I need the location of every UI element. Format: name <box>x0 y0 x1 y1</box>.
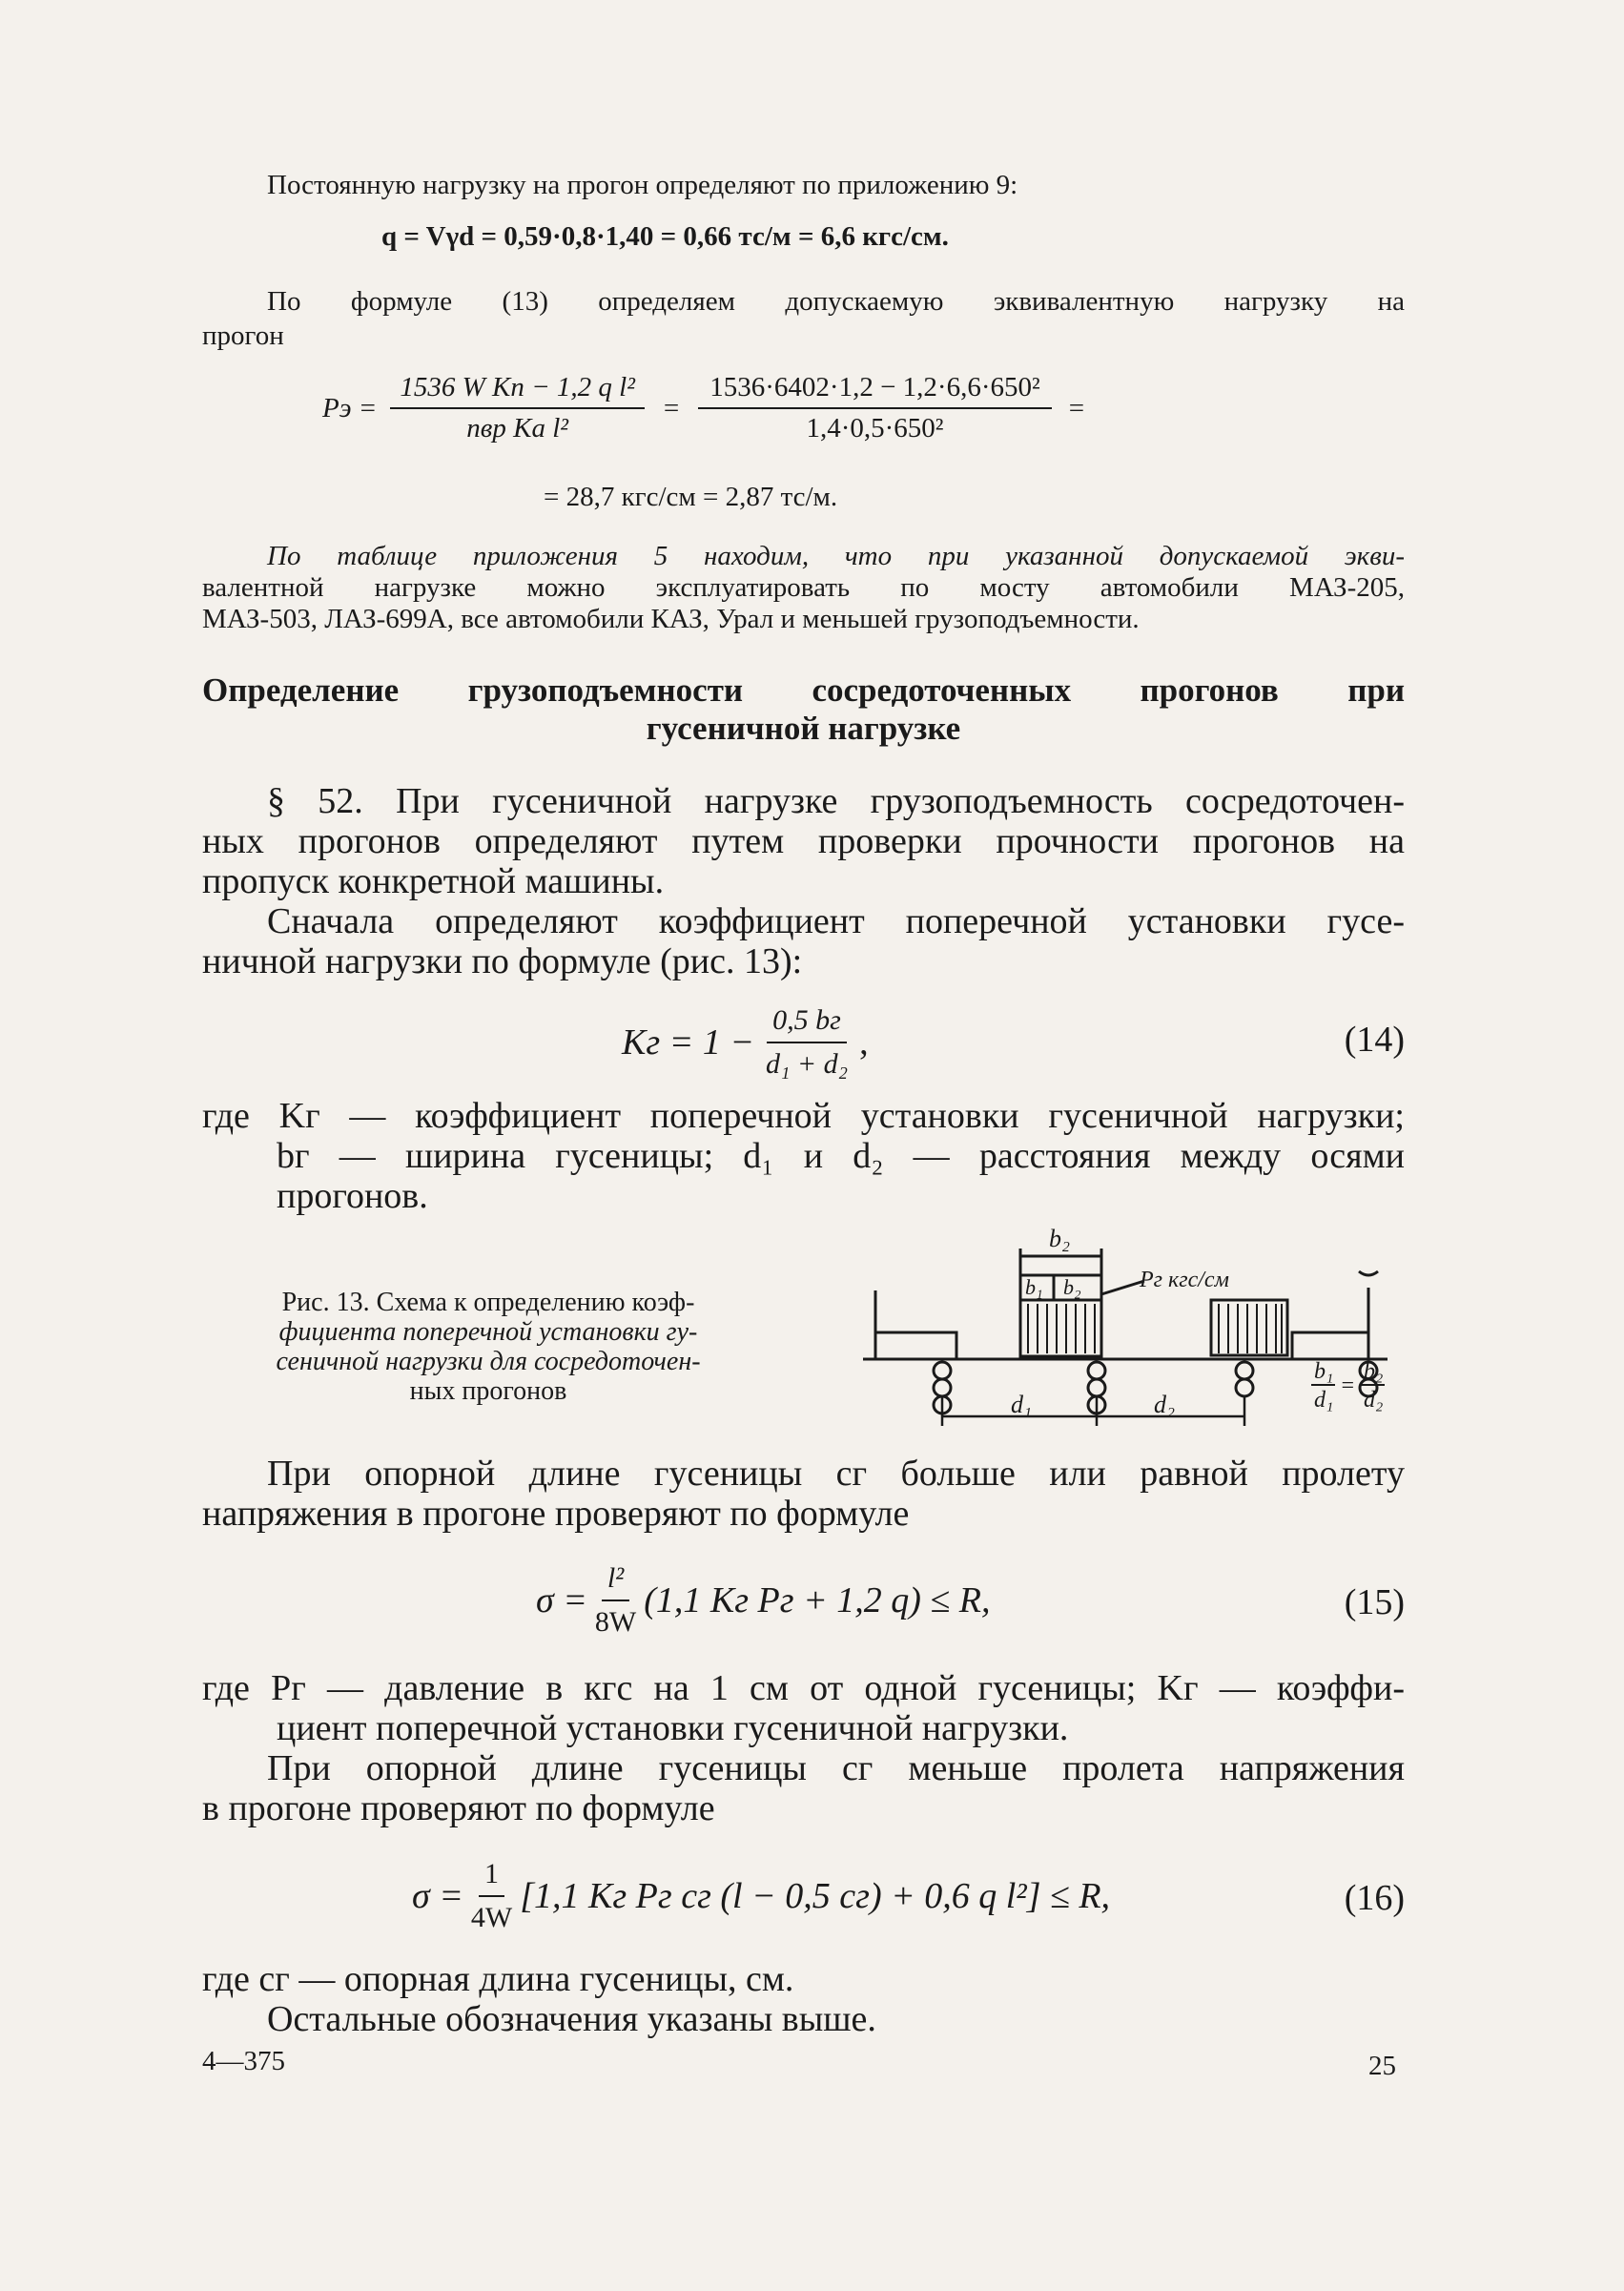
formula-15-den: 8W <box>594 1606 637 1638</box>
label-ratio-eq: = <box>1340 1373 1356 1398</box>
label-ratio-b1: b₁ <box>1314 1359 1334 1384</box>
label-ratio-d1: d₁ <box>1314 1388 1334 1413</box>
formula-14-frac <box>760 1001 853 1084</box>
para-15-line2: напряжения в прогоне проверяют по формуле <box>202 1494 910 1534</box>
figure-caption-line2: фициента поперечной установки гу- <box>278 1317 698 1347</box>
para-52-line3: пропуск конкретной машины. <box>202 861 665 901</box>
formula-16-number: (16) <box>1344 1878 1405 1918</box>
formula-q: q = Vγd = 0,59·0,8·1,40 = 0,66 тс/м = 6,6 кгс/см. <box>381 221 949 252</box>
formula-16-den: 4W <box>470 1902 513 1933</box>
para-table-line3: МАЗ-503, ЛАЗ-699А, все автомобили КАЗ, Урал и меньшей грузоподъемности. <box>202 604 1140 634</box>
formula-pe-lhs: Pэ = <box>322 392 378 423</box>
formula-pe-num1: 1536 W Kп − 1,2 q l² <box>390 372 645 409</box>
label-d1: d₁ <box>1011 1391 1033 1418</box>
formula-16-lhs: σ = <box>412 1876 463 1916</box>
where14-line2: bг — ширина гусеницы; d₁ и d₂ — расстояния между осями <box>277 1136 1405 1176</box>
right-kerb-block <box>1292 1332 1368 1359</box>
label-b2: b₂ <box>1063 1275 1081 1299</box>
label-ratio-b2: b₂ <box>1364 1359 1384 1384</box>
label-load: Pг кгс/см <box>1140 1268 1229 1292</box>
load-pointer <box>1101 1281 1144 1294</box>
formula-pe-result: = 28,7 кгс/см = 2,87 тс/м. <box>544 482 838 512</box>
section-heading-cont: гусеничной нагрузке <box>646 710 961 747</box>
figure-caption-line1: Рис. 13. Схема к определению коэф- <box>281 1288 695 1317</box>
section-heading: Определение грузоподъемности сосредоточенных прогонов при <box>202 671 1405 709</box>
page-number: 25 <box>1368 2051 1396 2081</box>
formula-15 <box>202 1559 1405 1655</box>
formula-pe <box>322 372 1084 444</box>
rest-note: Остальные обозначения указаны выше. <box>267 1999 876 2039</box>
where16: где cг — опорная длина гусеницы, см. <box>202 1959 794 1999</box>
figure-13-diagram <box>858 1226 1411 1445</box>
label-b1: b₁ <box>1025 1275 1043 1299</box>
formula-pe-frac2 <box>698 372 1051 444</box>
where14-line3: прогонов. <box>277 1176 428 1216</box>
formula-pe-den1: nвр Ka l² <box>466 413 568 444</box>
where15-line2: циент поперечной установки гусеничной нагрузки. <box>277 1708 1069 1748</box>
left-kerb-block <box>875 1332 956 1359</box>
formula-14-den: d₁ + d₂ <box>765 1048 849 1080</box>
figure-caption <box>202 1288 774 1406</box>
formula-14-lhs: Kг = 1 − <box>622 1022 754 1063</box>
figure-caption-line4: ных прогонов <box>409 1376 567 1406</box>
formula-pe-frac1 <box>390 372 645 444</box>
where15-line1: где Pг — давление в кгс на 1 см от одной гусеницы; Kг — коэффи- <box>202 1668 1405 1708</box>
formula-15-num: l² <box>602 1559 629 1601</box>
footer-signature: 4—375 <box>202 2046 285 2076</box>
label-ratio-d2: d₂ <box>1364 1388 1384 1413</box>
figure-caption-line3: сеничной нагрузки для сосредоточен- <box>276 1347 701 1376</box>
para-52-line2: ных прогонов определяют путем проверки прочности прогонов на <box>202 821 1405 861</box>
para-16-line2: в прогоне проверяют по формуле <box>202 1788 715 1828</box>
where14-line1: где Kг — коэффициент поперечной установки гусеничной нагрузки; <box>202 1096 1405 1136</box>
formula-15-frac <box>589 1559 642 1641</box>
formula-pe-den2: 1,4·0,5·650² <box>806 413 944 444</box>
para-load: Постоянную нагрузку на прогон определяют по приложению 9: <box>267 170 1018 200</box>
para-52-line1: § 52. При гусеничной нагрузке грузоподъемность сосредоточен- <box>267 781 1405 821</box>
formula-16-num: 1 <box>479 1855 504 1897</box>
formula-16-frac <box>465 1855 518 1937</box>
formula-14-num: 0,5 bг <box>767 1001 847 1043</box>
formula-16 <box>202 1855 1405 1950</box>
para-table-line1: По таблице приложения 5 находим, что при указанной допускаемой экви- <box>267 541 1405 571</box>
formula-pe-eq: = <box>663 392 680 423</box>
formula-15-number: (15) <box>1344 1582 1405 1622</box>
para-formula13: По формуле (13) определяем допускаемую эквивалентную нагрузку на <box>267 286 1405 317</box>
formula-15-lhs: σ = <box>536 1580 587 1620</box>
label-d2: d₂ <box>1154 1391 1176 1418</box>
formula-14 <box>202 1001 1405 1097</box>
para-table-line2: валентной нагрузке можно эксплуатировать по мосту автомобили МАЗ-205, <box>202 572 1405 603</box>
formula-pe-num2: 1536·6402·1,2 − 1,2·6,6·650² <box>698 372 1051 409</box>
para-15-line1: При опорной длине гусеницы cг больше или равной пролету <box>267 1454 1405 1494</box>
para-first-line1: Сначала определяют коэффициент поперечной установки гусе- <box>267 901 1405 941</box>
para-16-line1: При опорной длине гусеницы cг меньше пролета напряжения <box>267 1748 1405 1788</box>
formula-15-tail: (1,1 Kг Pг + 1,2 q) ≤ R, <box>644 1580 991 1620</box>
formula-14-tail: , <box>859 1022 869 1063</box>
formula-16-tail: [1,1 Kг Pг cг (l − 0,5 cг) + 0,6 q l²] ≤ R, <box>520 1876 1111 1916</box>
formula-14-number: (14) <box>1344 1020 1405 1060</box>
formula-pe-tail: = <box>1068 392 1085 423</box>
para-first-line2: ничной нагрузки по формуле (рис. 13): <box>202 941 803 981</box>
label-b2-top: b₂ <box>1049 1226 1071 1252</box>
para-formula13-cont: прогон <box>202 320 284 351</box>
